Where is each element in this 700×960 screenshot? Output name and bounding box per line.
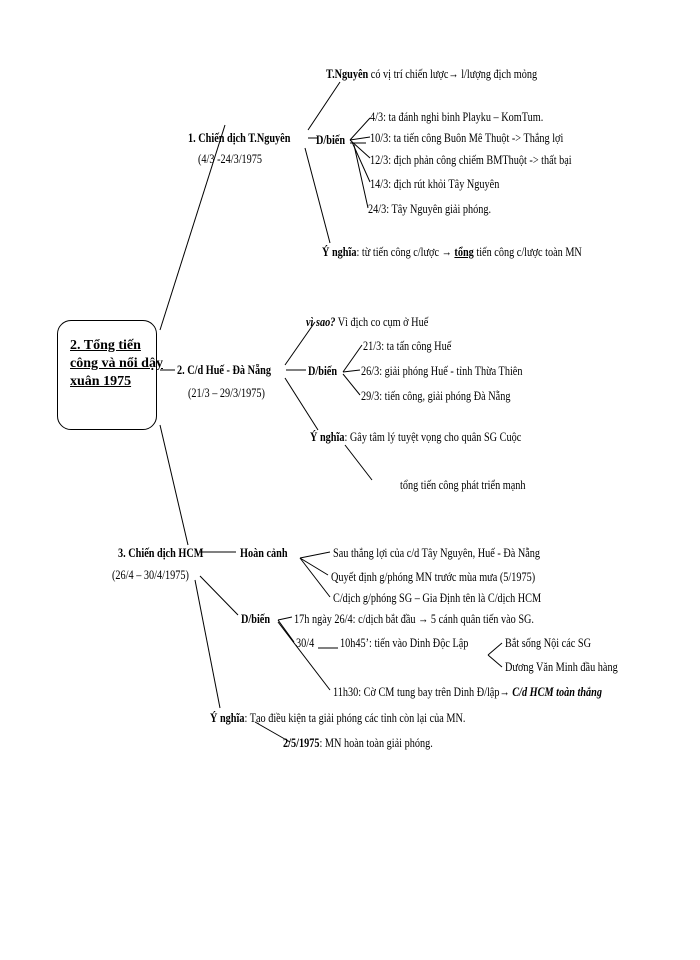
connector-b2-meaning — [285, 378, 318, 430]
connector-b2-event1 — [343, 345, 362, 372]
branch2-event: 21/3: ta tấn công Huế — [363, 339, 452, 353]
branch1-events-label: D/biến — [316, 133, 346, 147]
branch3-meaning-text: : Tạo điều kiện ta giải phóng các tỉnh còn lại của MN. — [244, 711, 466, 725]
branch3-final-text: : MN hoàn toàn giải phóng. — [319, 736, 433, 750]
branch1-meaning-pre: : từ tiến công c/lược → — [356, 245, 452, 259]
root-title-line: 2. Tổng tiến — [70, 338, 141, 353]
branch3-event2-result: Bắt sống Nội các SG — [505, 636, 591, 650]
connector-b3-event3-link — [278, 622, 330, 690]
branch1-situation-text: có vị trí chiến lược→ l/lượng địch mỏng — [370, 67, 538, 81]
branch3-context-item: Sau thắng lợi của c/d Tây Nguyên, Huế - Đà Nẵng — [333, 546, 541, 560]
branch2-meaning-label: Ý nghĩa — [310, 430, 345, 444]
branch1-event: 24/3: Tây Nguyên giải phóng. — [368, 202, 492, 216]
branch3-event3-bold: C/d HCM toàn thắng — [512, 685, 603, 699]
branch1-meaning-underlined: tổng — [454, 245, 474, 259]
branch1-event: 14/3: địch rút khỏi Tây Nguyên — [370, 177, 500, 191]
branch3-dates: (26/4 – 30/4/1975) — [112, 568, 189, 582]
branch3-event2-result: Dương Văn Minh đầu hàng — [505, 660, 618, 674]
branch3-event2-text: 10h45’: tiến vào Dinh Độc Lập — [340, 636, 469, 650]
root-title — [70, 337, 163, 391]
branch1-event: 12/3: địch phản công chiếm BMThuột -> thất bại — [370, 153, 572, 167]
branch3-context-item: Quyết định g/phóng MN trước mùa mưa (5/1975) — [331, 570, 536, 584]
connector-b3-result2 — [488, 655, 502, 667]
branch3-event1 — [294, 612, 587, 626]
branch3-meaning-label: Ý nghĩa — [210, 711, 245, 725]
branch3-title: 3. Chiến dịch HCM — [118, 546, 204, 560]
root-title-line: xuân 1975 — [70, 374, 132, 389]
connector-b3-event2-link — [278, 620, 294, 642]
branch2-meaning-text: : Gây tâm lý tuyệt vọng cho quân SG Cuộc — [344, 430, 522, 444]
branch3-meaning — [210, 711, 522, 725]
connector-b2-event3 — [343, 374, 360, 395]
branch2-why — [306, 315, 455, 329]
branch3-context-label: Hoàn cảnh — [240, 546, 288, 560]
root-title-line: công và nổi dậy — [70, 356, 163, 371]
branch1-event: 4/3: ta đánh nghi binh Playku – KomTum. — [370, 110, 544, 124]
connector-b1-event2 — [350, 137, 370, 140]
branch3-events-label: D/biến — [241, 612, 271, 626]
branch1-dates: (4/3 -24/3/1975 — [198, 152, 263, 166]
connector-b1-meaning — [305, 148, 330, 243]
connector-b2-meaning-link — [345, 445, 372, 480]
branch1-meaning-label: Ý nghĩa — [322, 245, 357, 259]
branch1-title: 1. Chiến dịch T.Nguyên — [188, 131, 291, 145]
branch1-meaning — [322, 245, 639, 259]
branch3-final — [283, 736, 466, 750]
connector-root-branch3 — [160, 425, 188, 545]
branch3-event1-text: 26/4: c/dịch bắt đầu → 5 cánh quân tiến vào SG. — [334, 612, 534, 626]
branch3-context-item: C/dịch g/phóng SG – Gia Định tên là C/dịch HCM — [333, 591, 542, 605]
connector-b1-situation — [308, 82, 340, 130]
branch2-events-label: D/biến — [308, 364, 338, 378]
connector-b3-context-line3 — [300, 558, 330, 597]
branch1-meaning-post: tiến công c/lược toàn MN — [476, 245, 582, 259]
branch2-meaning — [310, 430, 568, 444]
branch2-title: 2. C/d Huế - Đà Nẵng — [177, 363, 271, 377]
connector-b3-context-line1 — [300, 552, 330, 558]
connector-b3-meaning — [195, 580, 220, 708]
branch2-dates: (21/3 – 29/3/1975) — [188, 386, 265, 400]
branch3-final-date: 2/5/1975 — [283, 736, 320, 750]
branch2-why-text: Vì địch co cụm ở Huế — [337, 315, 429, 329]
branch2-event: 26/3: giải phóng Huế - tỉnh Thừa Thiên — [361, 364, 523, 378]
branch2-meaning-continued: tổng tiến công phát triển mạnh — [400, 478, 526, 492]
branch1-situation — [326, 67, 583, 81]
branch3-event3-text: 11h30: Cờ CM tung bay trên Dinh Đ/lập→ — [333, 685, 510, 699]
connector-b2-event2 — [343, 370, 360, 372]
branch1-situation-label: T.Nguyên — [326, 67, 369, 81]
branch3-event3 — [333, 685, 661, 699]
branch2-why-label: vì sao? — [306, 315, 336, 329]
branch3-event1-time: 17h ngày — [294, 612, 332, 626]
branch3-event2-date: 30/4 — [296, 636, 315, 650]
connector-b1-event1 — [350, 118, 370, 140]
connector-b3-context-line2 — [300, 558, 328, 575]
branch2-event: 29/3: tiến công, giải phóng Đà Nẵng — [361, 389, 511, 403]
branch1-event: 10/3: ta tiến công Buôn Mê Thuột -> Thắng lợi — [370, 131, 564, 145]
connector-b3-event1-link — [278, 617, 292, 620]
